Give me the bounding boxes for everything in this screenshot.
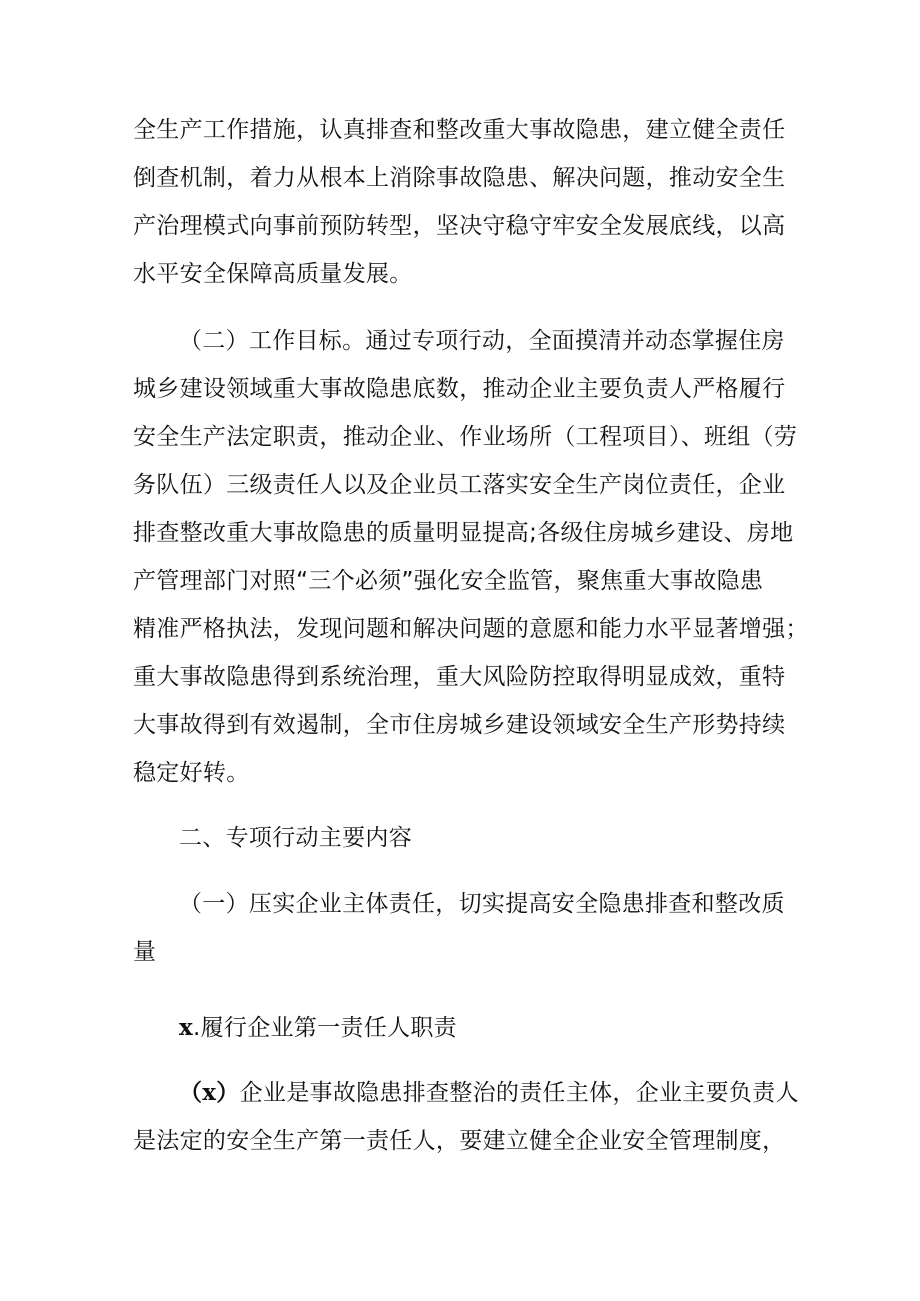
text-line: 重大事故隐患得到系统治理，重大风险防控取得明显成效，重特	[133, 664, 786, 690]
text-line	[133, 1069, 799, 1117]
item-number: x	[179, 1014, 194, 1041]
text-line: 倒查机制，着力从根本上消除事故隐患、解决问题，推动安全生	[133, 165, 786, 191]
text-line: 务队伍）三级责任人以及企业员工落实安全生产岗位责任，企业	[133, 472, 786, 498]
section-heading	[133, 814, 793, 862]
text-line: 安全生产法定职责，推动企业、作业场所（工程项目）、班组（劳	[133, 424, 798, 450]
text-line: 精准严格执法，发现问题和解决问题的意愿和能力水平显著增强；	[133, 616, 809, 642]
item-first-responsible-person	[133, 1004, 793, 1052]
text-line: 是法定的安全生产第一责任人，要建立健全企业安全管理制度，	[133, 1128, 786, 1154]
item-line	[133, 1004, 793, 1052]
text-line: 大事故得到有效遏制，全市住房城乡建设领域安全生产形势持续	[133, 712, 786, 738]
text-line: 产管理部门对照“三个必须”强化安全监管，聚焦重大事故隐患	[133, 568, 764, 594]
text-line: 量	[133, 939, 157, 965]
text-line: 水平安全保障高质量发展。	[133, 261, 413, 287]
text-line: 排查整改重大事故隐患的质量明显提高;各级住房城乡建设、房地	[133, 520, 794, 546]
paragraph-guiding-ideology-continued	[133, 106, 793, 298]
paragraph-work-objectives	[133, 317, 809, 797]
subheading-enterprise-responsibility	[133, 880, 793, 976]
paragraph-number: （x）	[179, 1079, 240, 1106]
item-title: .履行企业第一责任人职责	[193, 1015, 457, 1041]
paragraph-enterprise-main-body	[133, 1069, 799, 1165]
text-line: 产治理模式向事前预防转型，坚决守稳守牢安全发展底线，以高	[133, 213, 786, 239]
paragraph-first-line: 企业是事故隐患排查整治的责任主体，企业主要负责人	[239, 1080, 799, 1106]
text-line: 全生产工作措施，认真排查和整改重大事故隐患，建立健全责任	[133, 117, 786, 143]
text-line: 稳定好转。	[133, 760, 250, 786]
text-line: （一）压实企业主体责任，切实提高安全隐患排查和整改质	[179, 891, 785, 917]
text-line: （二）工作目标。通过专项行动，全面摸清并动态掌握住房	[179, 328, 785, 354]
heading-text: 二、专项行动主要内容	[179, 825, 412, 851]
text-line: 城乡建设领域重大事故隐患底数，推动企业主要负责人严格履行	[133, 376, 786, 402]
